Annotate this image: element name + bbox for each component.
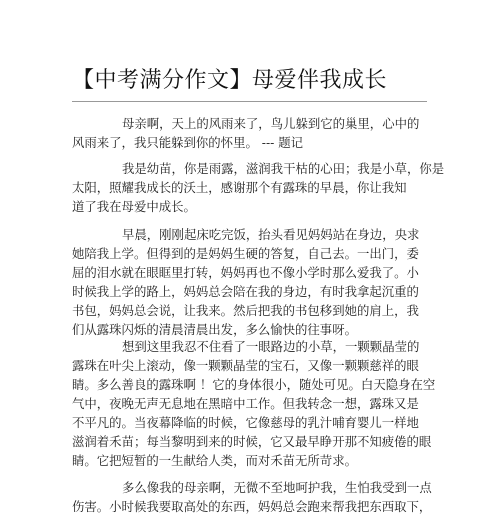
text-line: 早晨，刚刚起床吃完饭，抬头看见妈妈站在身边，央求 — [122, 227, 420, 242]
title-divider — [72, 101, 427, 102]
text-line: 母亲啊，天上的风雨来了，鸟儿躲到它的巢里，心中的 — [122, 116, 420, 131]
paragraph-4 — [72, 478, 432, 516]
text-line: 风雨来了，我只能躲到你的怀里。 --- 题记 — [72, 135, 304, 150]
text-line: 滋润着禾苗；每当黎明到来的时候，它又最早睁开那不知疲倦的眼 — [72, 434, 432, 449]
paragraph-3 — [72, 337, 436, 470]
text-line: 道了我在母爱中成长。 — [72, 199, 196, 214]
text-line: 时候我上学的路上，妈妈总会陪在我的身边，有时我拿起沉重的 — [72, 284, 419, 299]
paragraph-1 — [72, 159, 445, 216]
text-line: 太阳，照耀我成长的沃土，感谢那个有露珠的早晨，你让我知 — [72, 180, 407, 195]
text-line: 想到这里我忍不住看了一眼路边的小草，一颗颗晶莹的 — [122, 339, 420, 354]
paragraph-epigraph — [72, 114, 432, 152]
article-title: 【中考满分作文】母爱伴我成长 — [72, 68, 388, 93]
text-line: 气中，夜晚无声无息地在黑暗中工作。但我转念一想，露珠又是 — [72, 396, 419, 411]
text-line: 多么像我的母亲啊，无微不至地呵护我，生怕我受到一点 — [122, 480, 432, 495]
text-line: 露珠在叶尖上滚动，像一颗颗晶莹的宝石，又像一颗颗慈祥的眼 — [72, 358, 419, 373]
text-line: 不平凡的。当夜幕降临的时候，它像慈母的乳汁哺育婴儿一样地 — [72, 415, 419, 430]
text-line: 睛。它把短暂的一生献给人类，而对禾苗无所苛求。 — [72, 453, 357, 468]
text-line: 屈的泪水就在眼眶里打转，妈妈再也不像小学时那么爱我了。小 — [72, 265, 419, 280]
text-line: 她陪我上学。但得到的是妈妈生硬的答复，自己去。一出门，委 — [72, 246, 419, 261]
text-line: 睛。多么善良的露珠啊 ！它的身体很小，随处可见。白天隐身在空 — [72, 377, 436, 392]
paragraph-2 — [72, 225, 432, 339]
text-line: 伤害。小时候我要取高处的东西，妈妈总会跑来帮我把东西取下， — [72, 499, 432, 514]
text-line: 书包，妈妈总会说，让我来。然后把我的书包移到她的肩上，我 — [72, 303, 419, 318]
text-line: 们从露珠闪烁的清晨清晨出发，多么愉快的往事呀。 — [72, 322, 357, 337]
text-line: 我是幼苗，你是雨露，滋润我干枯的心田；我是小草，你是 — [122, 161, 445, 176]
